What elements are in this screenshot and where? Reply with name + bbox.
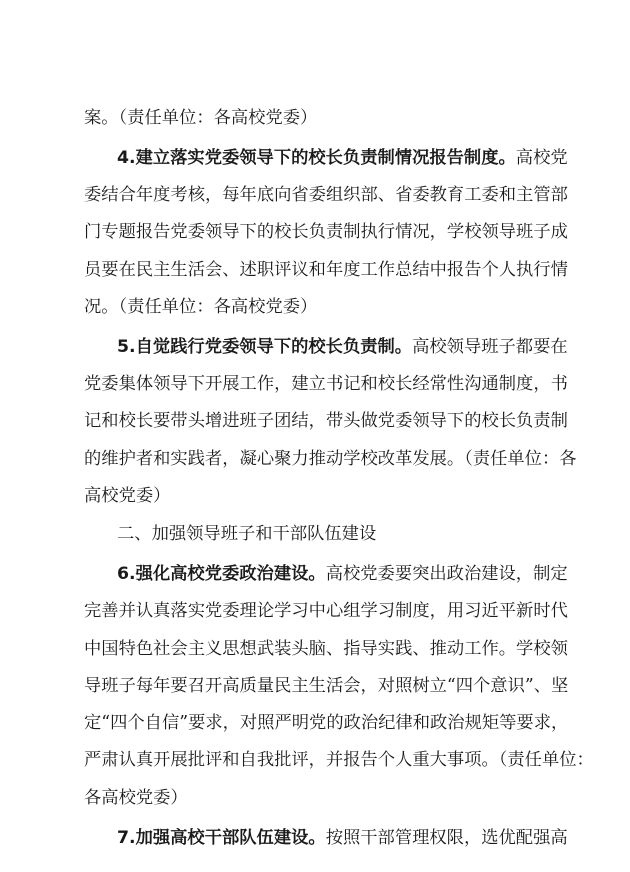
section-heading-5: 5.自觉践行党委领导下的校长负责制。 xyxy=(117,337,413,357)
section-heading-4: 4.建立落实党委领导下的校长负责制情况报告制度。 xyxy=(117,148,516,168)
text-line: 党委集体领导下开展工作，建立书记和校长经常性沟通制度，书 xyxy=(84,374,568,394)
text-line: 况。（责任单位：各高校党委） xyxy=(84,297,318,317)
section-heading-6: 6.强化高校党委政治建设。 xyxy=(117,564,326,584)
text-line: 案。（责任单位：各高校党委） xyxy=(84,108,318,128)
text-line: 员要在民主生活会、述职评议和年度工作总结中报告个人执行情 xyxy=(84,260,568,280)
chapter-heading: 二、加强领导班子和干部队伍建设 xyxy=(117,524,377,544)
text-line: 严肃认真开展批评和自我批评，并报告个人重大事项。（责任单位： xyxy=(84,750,594,770)
text-line: 完善并认真落实党委理论学习中心组学习制度，用习近平新时代 xyxy=(84,601,568,621)
text-line: 导班子每年要召开高质量民主生活会，对照树立“四个意识”、坚 xyxy=(84,676,569,696)
text-line: 各高校党委） xyxy=(84,788,188,808)
text-line: 6.强化高校党委政治建设。高校党委要突出政治建设，制定 xyxy=(117,564,568,584)
text-line: 记和校长要带头增进班子团结，带头做党委领导下的校长负责制 xyxy=(84,411,568,431)
text-line: 5.自觉践行党委领导下的校长负责制。高校领导班子都要在 xyxy=(117,337,568,357)
text-line: 4.建立落实党委领导下的校长负责制情况报告制度。高校党 xyxy=(117,148,568,168)
text-line: 高校党委） xyxy=(84,486,171,506)
section-heading-7: 7.加强高校干部队伍建设。 xyxy=(117,828,326,848)
text-line: 门专题报告党委领导下的校长负责制执行情况，学校领导班子成 xyxy=(84,222,568,242)
text-line: 中国特色社会主义思想武装头脑、指导实践、推动工作。学校领 xyxy=(84,639,568,659)
text-line: 7.加强高校干部队伍建设。按照干部管理权限，选优配强高 xyxy=(117,828,568,848)
text-line: 定“四个自信”要求，对照严明党的政治纪律和政治规矩等要求， xyxy=(84,713,569,733)
text-line: 的维护者和实践者，凝心聚力推动学校改革发展。（责任单位：各 xyxy=(84,449,577,469)
text-line: 委结合年度考核，每年底向省委组织部、省委教育工委和主管部 xyxy=(84,185,568,205)
